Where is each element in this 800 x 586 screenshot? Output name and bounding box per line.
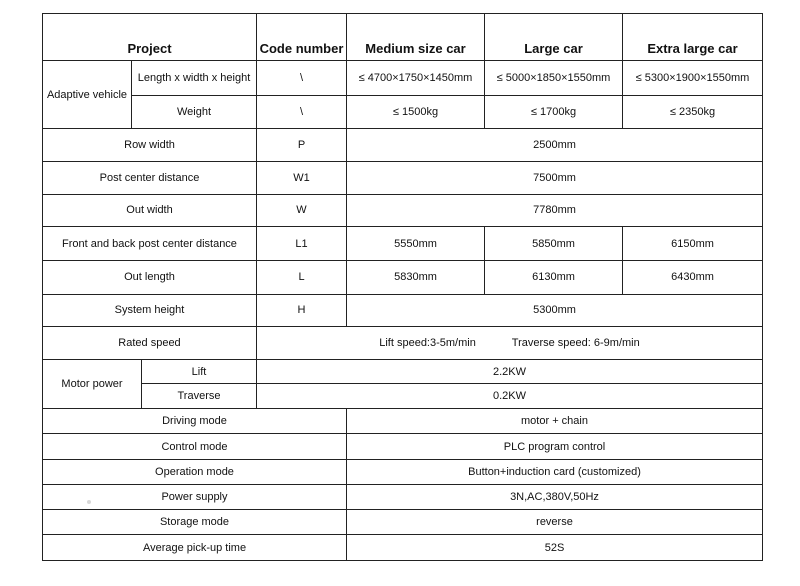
row-out-length [43, 260, 763, 294]
row-pickup-time [43, 535, 763, 561]
row-adaptive-vehicle-size [43, 60, 763, 95]
storage-mode-label: Storage mode [43, 509, 347, 535]
power-supply-label: Power supply [43, 485, 347, 509]
row-power-supply [43, 485, 763, 509]
header-project: Project [43, 14, 257, 61]
size-large: ≤ 5000×1850×1550mm [485, 60, 623, 95]
pickup-time-label: Average pick-up time [43, 535, 347, 561]
weight-extra-large: ≤ 2350kg [623, 95, 763, 129]
operation-mode-value: Button+induction card (customized) [347, 459, 763, 485]
motor-lift-label: Lift [142, 359, 257, 383]
row-motor-power-traverse [43, 384, 763, 408]
adaptive-vehicle-label: Adaptive vehicle [43, 60, 132, 128]
size-label: Length x width x height [132, 60, 257, 95]
row-width-code: P [257, 129, 347, 162]
storage-mode-value: reverse [347, 509, 763, 535]
system-height-code: H [257, 294, 347, 327]
out-length-label: Out length [43, 260, 257, 294]
post-center-distance-label: Post center distance [43, 161, 257, 194]
row-system-height [43, 294, 763, 327]
out-length-code: L [257, 260, 347, 294]
row-width-label: Row width [43, 129, 257, 162]
out-length-extra-large: 6430mm [623, 260, 763, 294]
row-rated-speed [43, 327, 763, 360]
size-extra-large: ≤ 5300×1900×1550mm [623, 60, 763, 95]
header-large-car: Large car [485, 14, 623, 61]
front-back-distance-extra-large: 6150mm [623, 227, 763, 261]
row-control-mode [43, 434, 763, 460]
spec-table [42, 13, 763, 561]
driving-mode-value: motor + chain [347, 408, 763, 434]
control-mode-label: Control mode [43, 434, 347, 460]
row-operation-mode [43, 459, 763, 485]
row-post-center-distance [43, 161, 763, 194]
row-front-back-distance [43, 227, 763, 261]
row-row-width [43, 129, 763, 162]
front-back-distance-medium: 5550mm [347, 227, 485, 261]
weight-code: \ [257, 95, 347, 129]
out-length-medium: 5830mm [347, 260, 485, 294]
operation-mode-label: Operation mode [43, 459, 347, 485]
out-length-large: 6130mm [485, 260, 623, 294]
out-width-value: 7780mm [347, 194, 763, 227]
out-width-label: Out width [43, 194, 257, 227]
scan-speck [87, 500, 91, 504]
header-code-number: Code number [257, 14, 347, 61]
system-height-value: 5300mm [347, 294, 763, 327]
power-supply-value: 3N,AC,380V,50Hz [347, 485, 763, 509]
driving-mode-label: Driving mode [43, 408, 347, 434]
pickup-time-value: 52S [347, 535, 763, 561]
header-extra-large-car: Extra large car [623, 14, 763, 61]
size-code: \ [257, 60, 347, 95]
row-driving-mode [43, 408, 763, 434]
size-medium: ≤ 4700×1750×1450mm [347, 60, 485, 95]
front-back-distance-code: L1 [257, 227, 347, 261]
out-width-code: W [257, 194, 347, 227]
rated-speed-traverse: Traverse speed: 6-9m/min [511, 337, 640, 350]
motor-lift-value: 2.2KW [257, 359, 763, 383]
rated-speed-lift: Lift speed:3-5m/min [379, 337, 476, 350]
weight-medium: ≤ 1500kg [347, 95, 485, 129]
row-width-value: 2500mm [347, 129, 763, 162]
post-center-distance-value: 7500mm [347, 161, 763, 194]
weight-large: ≤ 1700kg [485, 95, 623, 129]
motor-traverse-label: Traverse [142, 384, 257, 408]
row-storage-mode [43, 509, 763, 535]
front-back-distance-large: 5850mm [485, 227, 623, 261]
header-medium-size-car: Medium size car [347, 14, 485, 61]
motor-traverse-value: 0.2KW [257, 384, 763, 408]
system-height-label: System height [43, 294, 257, 327]
rated-speed-label: Rated speed [43, 327, 257, 360]
motor-power-label: Motor power [43, 359, 142, 408]
weight-label: Weight [132, 95, 257, 129]
row-adaptive-vehicle-weight [43, 95, 763, 129]
row-motor-power-lift [43, 359, 763, 383]
row-out-width [43, 194, 763, 227]
post-center-distance-code: W1 [257, 161, 347, 194]
header-row [43, 14, 763, 61]
front-back-distance-label: Front and back post center distance [43, 227, 257, 261]
control-mode-value: PLC program control [347, 434, 763, 460]
rated-speed-values [257, 327, 763, 360]
